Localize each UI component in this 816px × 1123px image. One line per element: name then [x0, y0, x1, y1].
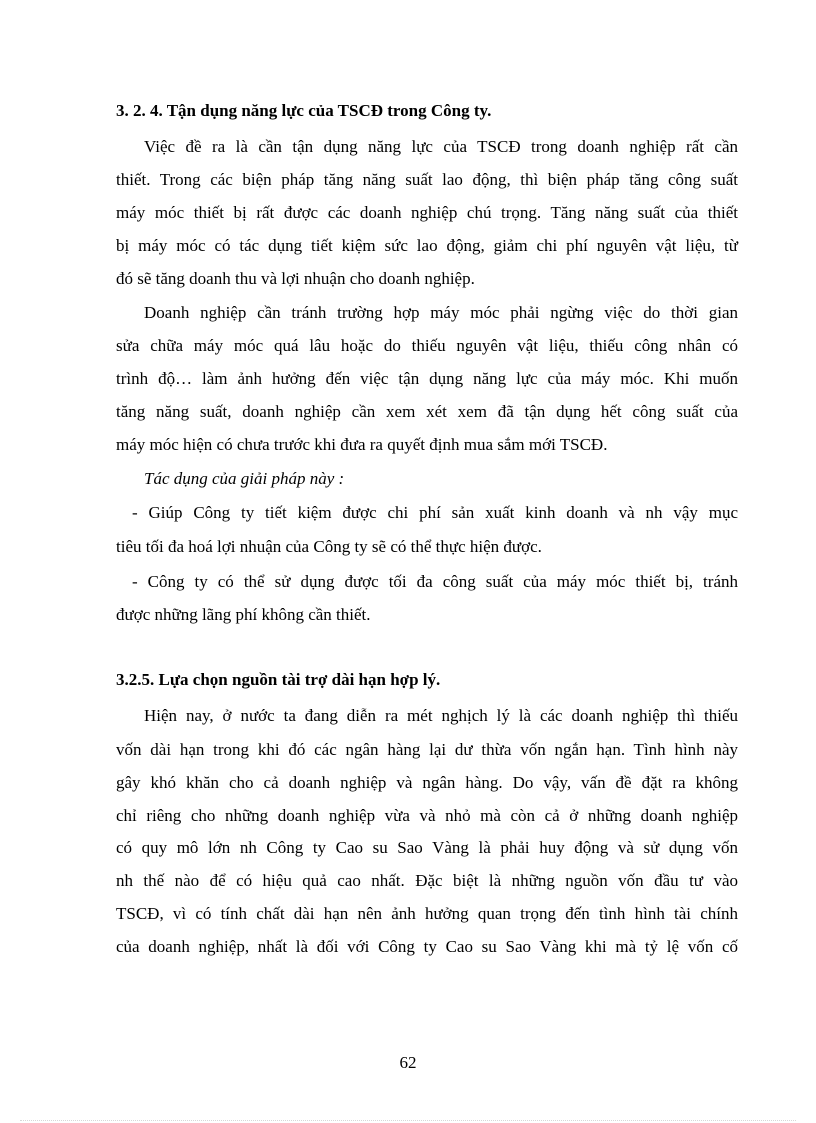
paragraph-line: tiêu tối đa hoá lợi nhuận của Công ty sẽ có thể thực hiện được. — [116, 537, 542, 556]
bullet-line: - Giúp Công ty tiết kiệm được chi phí sản xuất kinh doanh và nh vậy mục — [132, 503, 738, 522]
paragraph-line: được những lãng phí không cần thiết. — [116, 605, 371, 624]
paragraph-line: có quy mô lớn nh Công ty Cao su Sao Vàng là phải huy động và sử dụng vốn — [116, 838, 738, 857]
bullet-line: - Công ty có thể sử dụng được tối đa công suất của máy móc thiết bị, tránh — [132, 572, 738, 591]
section-heading-3-2-4: 3. 2. 4. Tận dụng năng lực của TSCĐ trong Công ty. — [116, 101, 492, 120]
paragraph-line: nh thế nào để có hiệu quả cao nhất. Đặc biệt là những nguồn vốn đầu tư vào — [116, 871, 738, 890]
paragraph-line: gây khó khăn cho cả doanh nghiệp và ngân hàng. Do vậy, vấn đề đặt ra không — [116, 773, 738, 792]
paragraph-line: vốn dài hạn trong khi đó các ngân hàng lại dư thừa vốn ngắn hạn. Tình hình này — [116, 740, 738, 759]
paragraph-line: máy móc hiện có chưa trước khi đưa ra quyết định mua sắm mới TSCĐ. — [116, 435, 608, 454]
paragraph-line: của doanh nghiệp, nhất là đối với Công ty Cao su Sao Vàng khi mà tỷ lệ vốn cố — [116, 937, 738, 956]
page-bottom-border — [20, 1120, 796, 1121]
section-heading-3-2-5: 3.2.5. Lựa chọn nguồn tài trợ dài hạn hợp lý. — [116, 670, 441, 689]
paragraph-line: thiết. Trong các biện pháp tăng năng suất lao động, thì biện pháp tăng công suất — [116, 170, 738, 189]
paragraph-line: chỉ riêng cho những doanh nghiệp vừa và nhỏ mà còn cả ở những doanh nghiệp — [116, 806, 738, 825]
effects-subheading: Tác dụng của giải pháp này : — [144, 469, 345, 488]
paragraph-line: Hiện nay, ở nước ta đang diễn ra mét nghịch lý là các doanh nghiệp thì thiếu — [144, 706, 738, 725]
paragraph-line: trình độ… làm ảnh hưởng đến việc tận dụng năng lực của máy móc. Khi muốn — [116, 369, 738, 388]
paragraph-line: đó sẽ tăng doanh thu và lợi nhuận cho doanh nghiệp. — [116, 269, 475, 288]
paragraph-line: bị máy móc có tác dụng tiết kiệm sức lao động, giảm chi phí nguyên vật liệu, từ — [116, 236, 738, 255]
paragraph-line: TSCĐ, vì có tính chất dài hạn nên ảnh hưởng quan trọng đến tình hình tài chính — [116, 904, 738, 923]
paragraph-line: Doanh nghiệp cần tránh trường hợp máy móc phải ngừng việc do thời gian — [144, 303, 738, 322]
paragraph-line: máy móc thiết bị rất được các doanh nghiệp chú trọng. Tăng năng suất của thiết — [116, 203, 738, 222]
paragraph-line: tăng năng suất, doanh nghiệp cần xem xét xem đã tận dụng hết công suất của — [116, 402, 738, 421]
paragraph-line: sửa chữa máy móc quá lâu hoặc do thiếu nguyên vật liệu, thiếu công nhân có — [116, 336, 738, 355]
paragraph-line: Việc đề ra là cần tận dụng năng lực của TSCĐ trong doanh nghiệp rất cần — [144, 137, 738, 156]
page-number: 62 — [399, 1053, 417, 1072]
